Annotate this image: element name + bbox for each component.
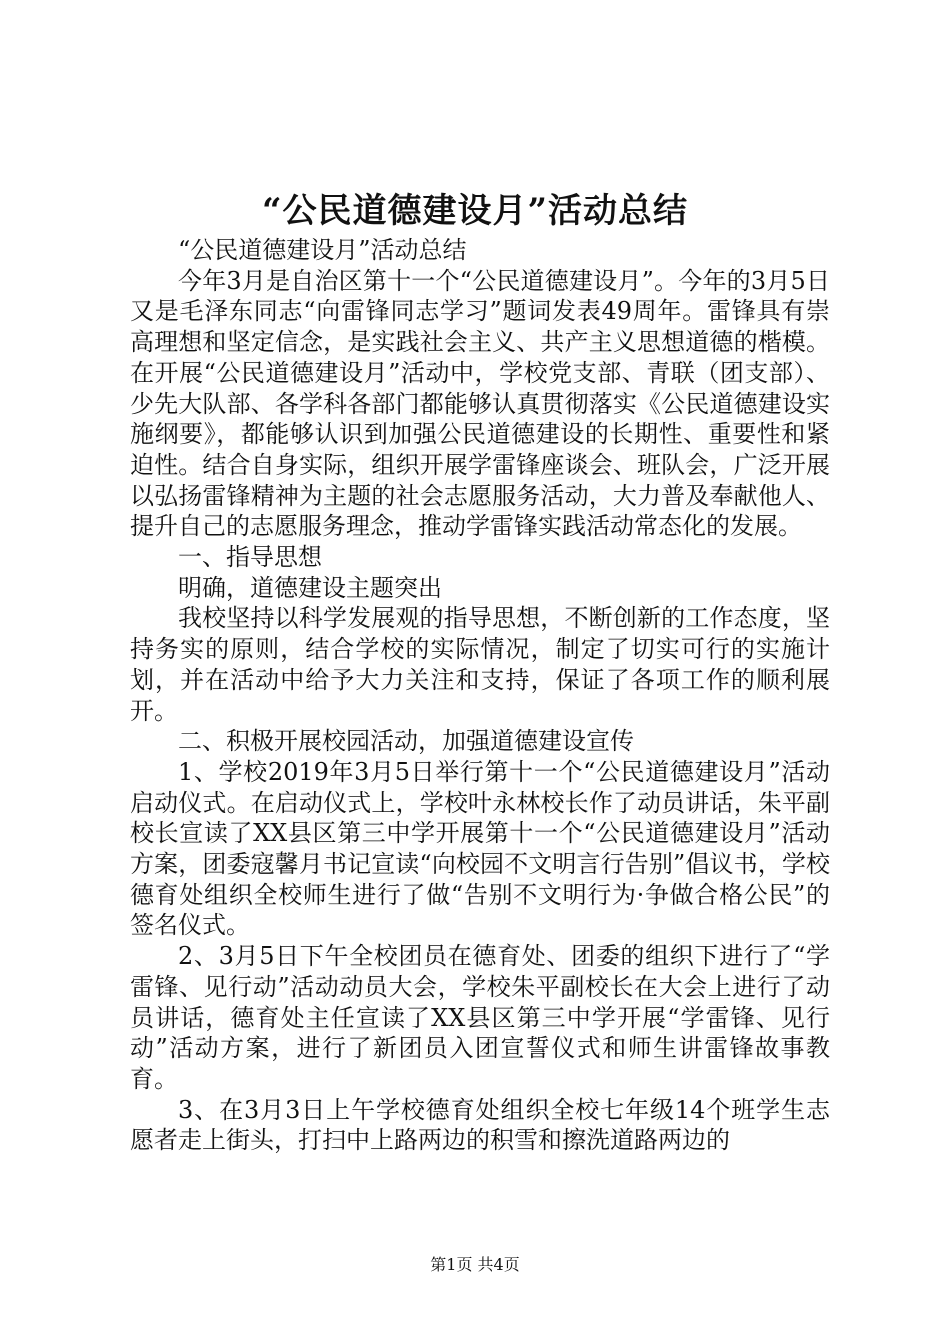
subheading-1: 明确，道德建设主题突出 (178, 573, 442, 602)
document-title: “公民道德建设月”活动总结 (261, 191, 689, 231)
paragraph-item-2: 2、3月5日下午全校团员在德育处、团委的组织下进行了“学雷锋、见行动”活动动员大会，学校朱平副校长在大会上进行了动员讲话，德育处主任宣读了XX县区第三中学开展“学雷锋、见行动”活动方案，进行了新团员入团宣誓仪式和师生讲雷锋故事教育。 (130, 942, 830, 1093)
paragraph-item-3: 3、在3月3日上午学校德育处组织全校七年级14个班学生志愿者走上街头，打扫中上路两边的积雪和擦洗道路两边的 (130, 1095, 830, 1155)
paragraph-guiding: 我校坚持以科学发展观的指导思想，不断创新的工作态度，坚持务实的原则，结合学校的实际情况，制定了切实可行的实施计划，并在活动中给予大力关注和支持，保证了各项工作的顺利展开。 (130, 604, 830, 725)
document-body (130, 235, 830, 1156)
section-heading-2: 二、积极开展校园活动，加强道德建设宣传 (178, 727, 634, 756)
paragraph-subtitle: “公民道德建设月”活动总结 (178, 236, 467, 264)
section-heading-1: 一、指导思想 (178, 543, 322, 572)
paragraph-item-1: 1、学校2019年3月5日举行第十一个“公民道德建设月”活动启动仪式。在启动仪式上，学校叶永林校长作了动员讲话，朱平副校长宣读了XX县区第三中学开展第十一个“公民道德建设月”活动方案，团委寇馨月书记宣读“向校园不文明言行告别”倡议书，学校德育处组织全校师生进行了做“告别不文明行为·争做合格公民”的签名仪式。 (130, 757, 830, 940)
page-number-footer: 第1页 共4页 (430, 1255, 520, 1274)
paragraph-intro: 今年3月是自治区第十一个“公民道德建设月”。今年的3月5日又是毛泽东同志“向雷锋同志学习”题词发表49周年。雷锋具有崇高理想和坚定信念，是实践社会主义、共产主义思想道德的楷模。在开展“公民道德建设月”活动中，学校党支部、青联（团支部）、少先大队部、各学科各部门都能够认真贯彻落实《公民道德建设实施纲要》，都能够认识到加强公民道德建设的长期性、重要性和紧迫性。结合自身实际，组织开展学雷锋座谈会、班队会，广泛开展以弘扬雷锋精神为主题的社会志愿服务活动，大力普及奉献他人、提升自己的志愿服务理念，推动学雷锋实践活动常态化的发展。 (130, 266, 830, 541)
